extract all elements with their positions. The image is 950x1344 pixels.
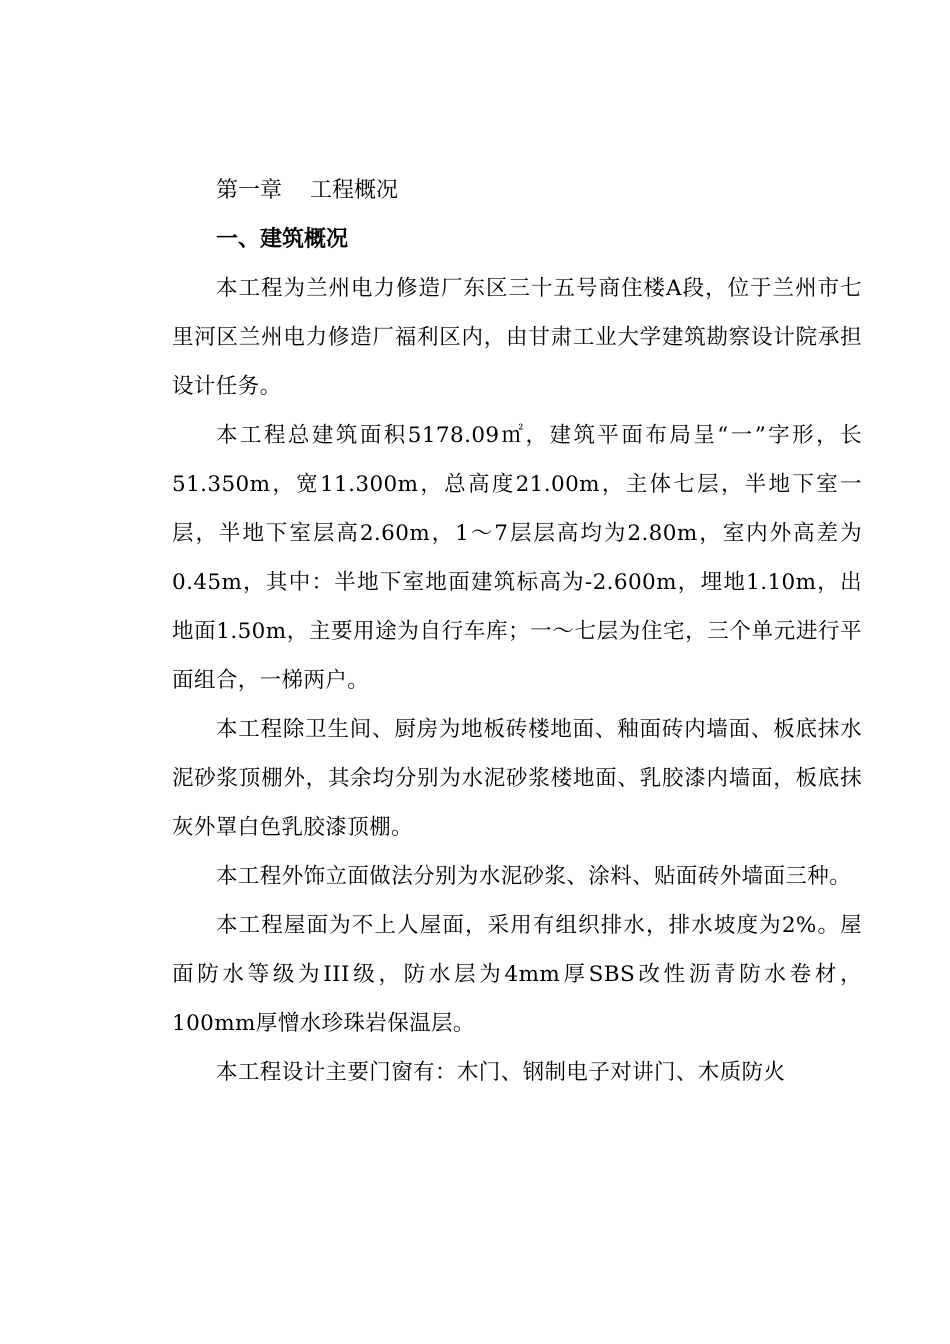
paragraph-doors-windows: 本工程设计主要门窗有：木门、钢制电子对讲门、木质防火	[216, 1060, 786, 1085]
paragraph-location: 本工程为兰州电力修造厂东区三十五号商住楼A段，位于兰州市七里河区兰州电力修造厂福利区内，由甘肃工业大学建筑勘察设计院承担设计任务。	[172, 276, 862, 399]
document-page	[172, 166, 862, 1097]
paragraph-interior-finishes: 本工程除卫生间、厨房为地板砖楼地面、釉面砖内墙面、板底抹水泥砂浆顶棚外，其余均分别为水泥砂浆楼地面、乳胶漆内墙面，板底抹灰外罩白色乳胶漆顶棚。	[172, 717, 862, 840]
paragraph-roof: 本工程屋面为不上人屋面，采用有组织排水，排水坡度为2%。屋面防水等级为III级，防水层为4mm厚SBS改性沥青防水卷材，100mm厚憎水珍珠岩保温层。	[172, 913, 862, 1036]
chapter-title: 第一章 工程概况	[216, 178, 398, 203]
paragraph-dimensions: 本工程总建筑面积5178.09㎡，建筑平面布局呈“一”字形，长51.350m，宽11.300m，总高度21.00m，主体七层，半地下室一层，半地下室层高2.60m，1～7层层高均为2.80m，室内外高差为0.45m，其中：半地下室地面建筑标高为-2.600m，埋地1.10m，出地面1.50m，主要用途为自行车库；一～七层为住宅，三个单元进行平面组合，一梯两户。	[172, 423, 862, 693]
paragraph-exterior-finishes: 本工程外饰立面做法分别为水泥砂浆、涂料、贴面砖外墙面三种。	[216, 864, 852, 889]
section-title: 一、建筑概况	[216, 227, 349, 252]
